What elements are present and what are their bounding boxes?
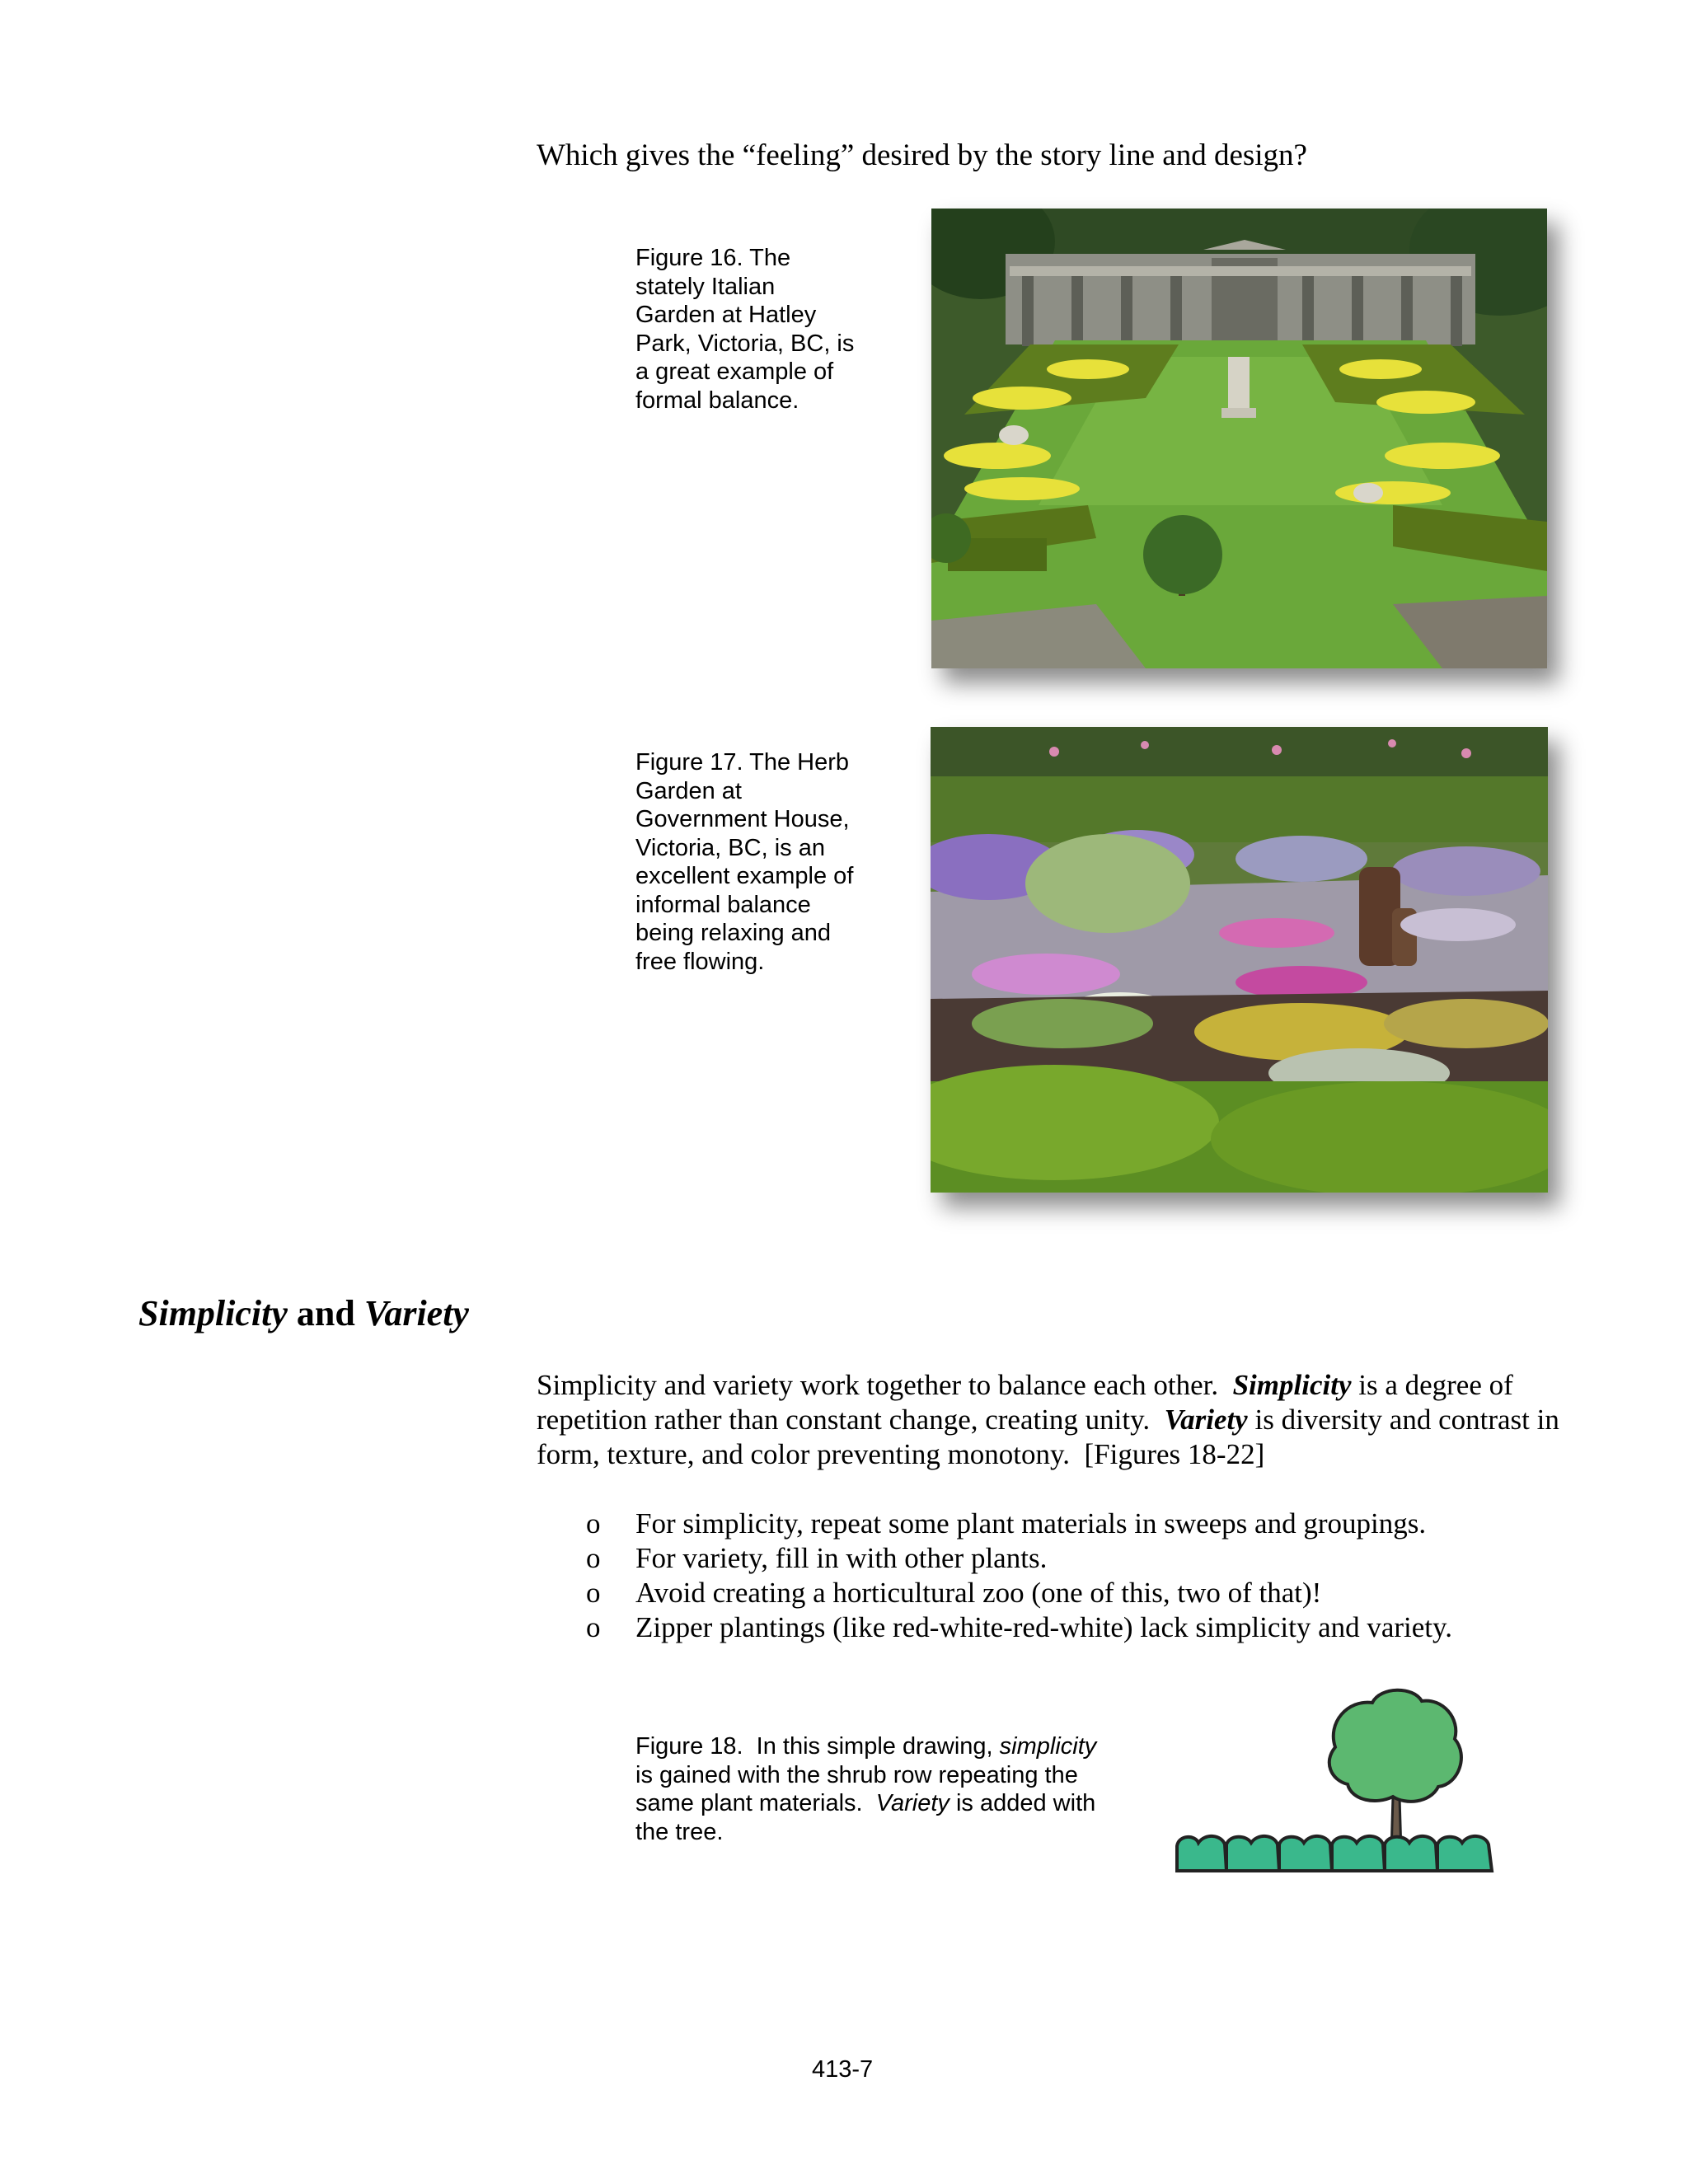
caption-line: excellent example of	[635, 863, 854, 889]
bullet-text: Zipper plantings (like red-white-red-white) lack simplicity and variety.	[635, 1611, 1453, 1643]
bullet-marker: o	[586, 1577, 601, 1609]
caption-line: Figure 16. The	[635, 245, 791, 271]
page-number: 413-7	[812, 2056, 874, 2083]
caption-line: Garden at	[635, 777, 742, 804]
body-paragraph	[537, 1368, 1575, 1472]
section-heading	[138, 1289, 469, 1338]
list-item	[586, 1507, 1452, 1541]
bullet-marker: o	[586, 1507, 601, 1540]
caption-line: Garden at Hatley	[635, 302, 817, 328]
bullet-list	[586, 1507, 1452, 1645]
intro-question: Which gives the “feeling” desired by the story line and design?	[537, 138, 1307, 172]
caption-line: stately Italian	[635, 273, 776, 300]
caption-term-variety: Variety	[875, 1790, 950, 1816]
caption-line	[635, 1789, 1130, 1818]
para-text: is diversity and contrast in form, texture, and color preventing monotony. [Figures 18-22]	[537, 1404, 1567, 1470]
caption-text: Figure 18. In this simple drawing,	[635, 1733, 1000, 1760]
heading-variety: Variety	[363, 1293, 469, 1333]
caption-line: informal balance	[635, 891, 811, 918]
bullet-text: For simplicity, repeat some plant materials in sweeps and groupings.	[635, 1507, 1427, 1540]
bullet-text: For variety, fill in with other plants.	[635, 1542, 1048, 1574]
caption-line	[635, 1732, 1130, 1761]
caption-line: Figure 17. The Herb	[635, 749, 849, 776]
heading-and: and	[287, 1293, 364, 1333]
tree-and-shrub-drawing	[1170, 1681, 1517, 1879]
bullet-marker: o	[586, 1611, 601, 1643]
caption-text: is added with	[949, 1790, 1096, 1816]
caption-line: being relaxing and	[635, 920, 832, 946]
caption-line: formal balance.	[635, 387, 799, 414]
caption-line: free flowing.	[635, 948, 765, 975]
herb-garden-photo	[931, 727, 1548, 1193]
caption-line: Victoria, BC, is an	[635, 834, 825, 861]
bullet-text: Avoid creating a horticultural zoo (one of this, two of that)!	[635, 1577, 1322, 1609]
caption-line: Park, Victoria, BC, is	[635, 330, 855, 357]
figure-16-caption	[635, 244, 883, 415]
term-simplicity: Simplicity	[1232, 1369, 1352, 1401]
caption-line: the tree.	[635, 1818, 724, 1845]
caption-line: is gained with the shrub row repeating the	[635, 1761, 1078, 1788]
italian-garden-photo	[931, 209, 1547, 668]
bullet-marker: o	[586, 1542, 601, 1574]
term-variety: Variety	[1164, 1404, 1248, 1436]
list-item	[586, 1610, 1452, 1645]
para-text: is a degree of repetition rather than constant change, creating unity.	[537, 1369, 1521, 1436]
caption-line: a great example of	[635, 359, 834, 385]
figure-18-caption	[635, 1732, 1130, 1846]
list-item	[586, 1576, 1452, 1610]
caption-text: same plant materials.	[635, 1790, 876, 1816]
figure-17-caption	[635, 748, 883, 976]
caption-term-simplicity: simplicity	[999, 1733, 1097, 1760]
list-item	[586, 1541, 1452, 1576]
caption-line: Government House,	[635, 806, 850, 832]
heading-simplicity: Simplicity	[138, 1293, 288, 1333]
para-text: Simplicity and variety work together to balance each other.	[537, 1369, 1233, 1401]
